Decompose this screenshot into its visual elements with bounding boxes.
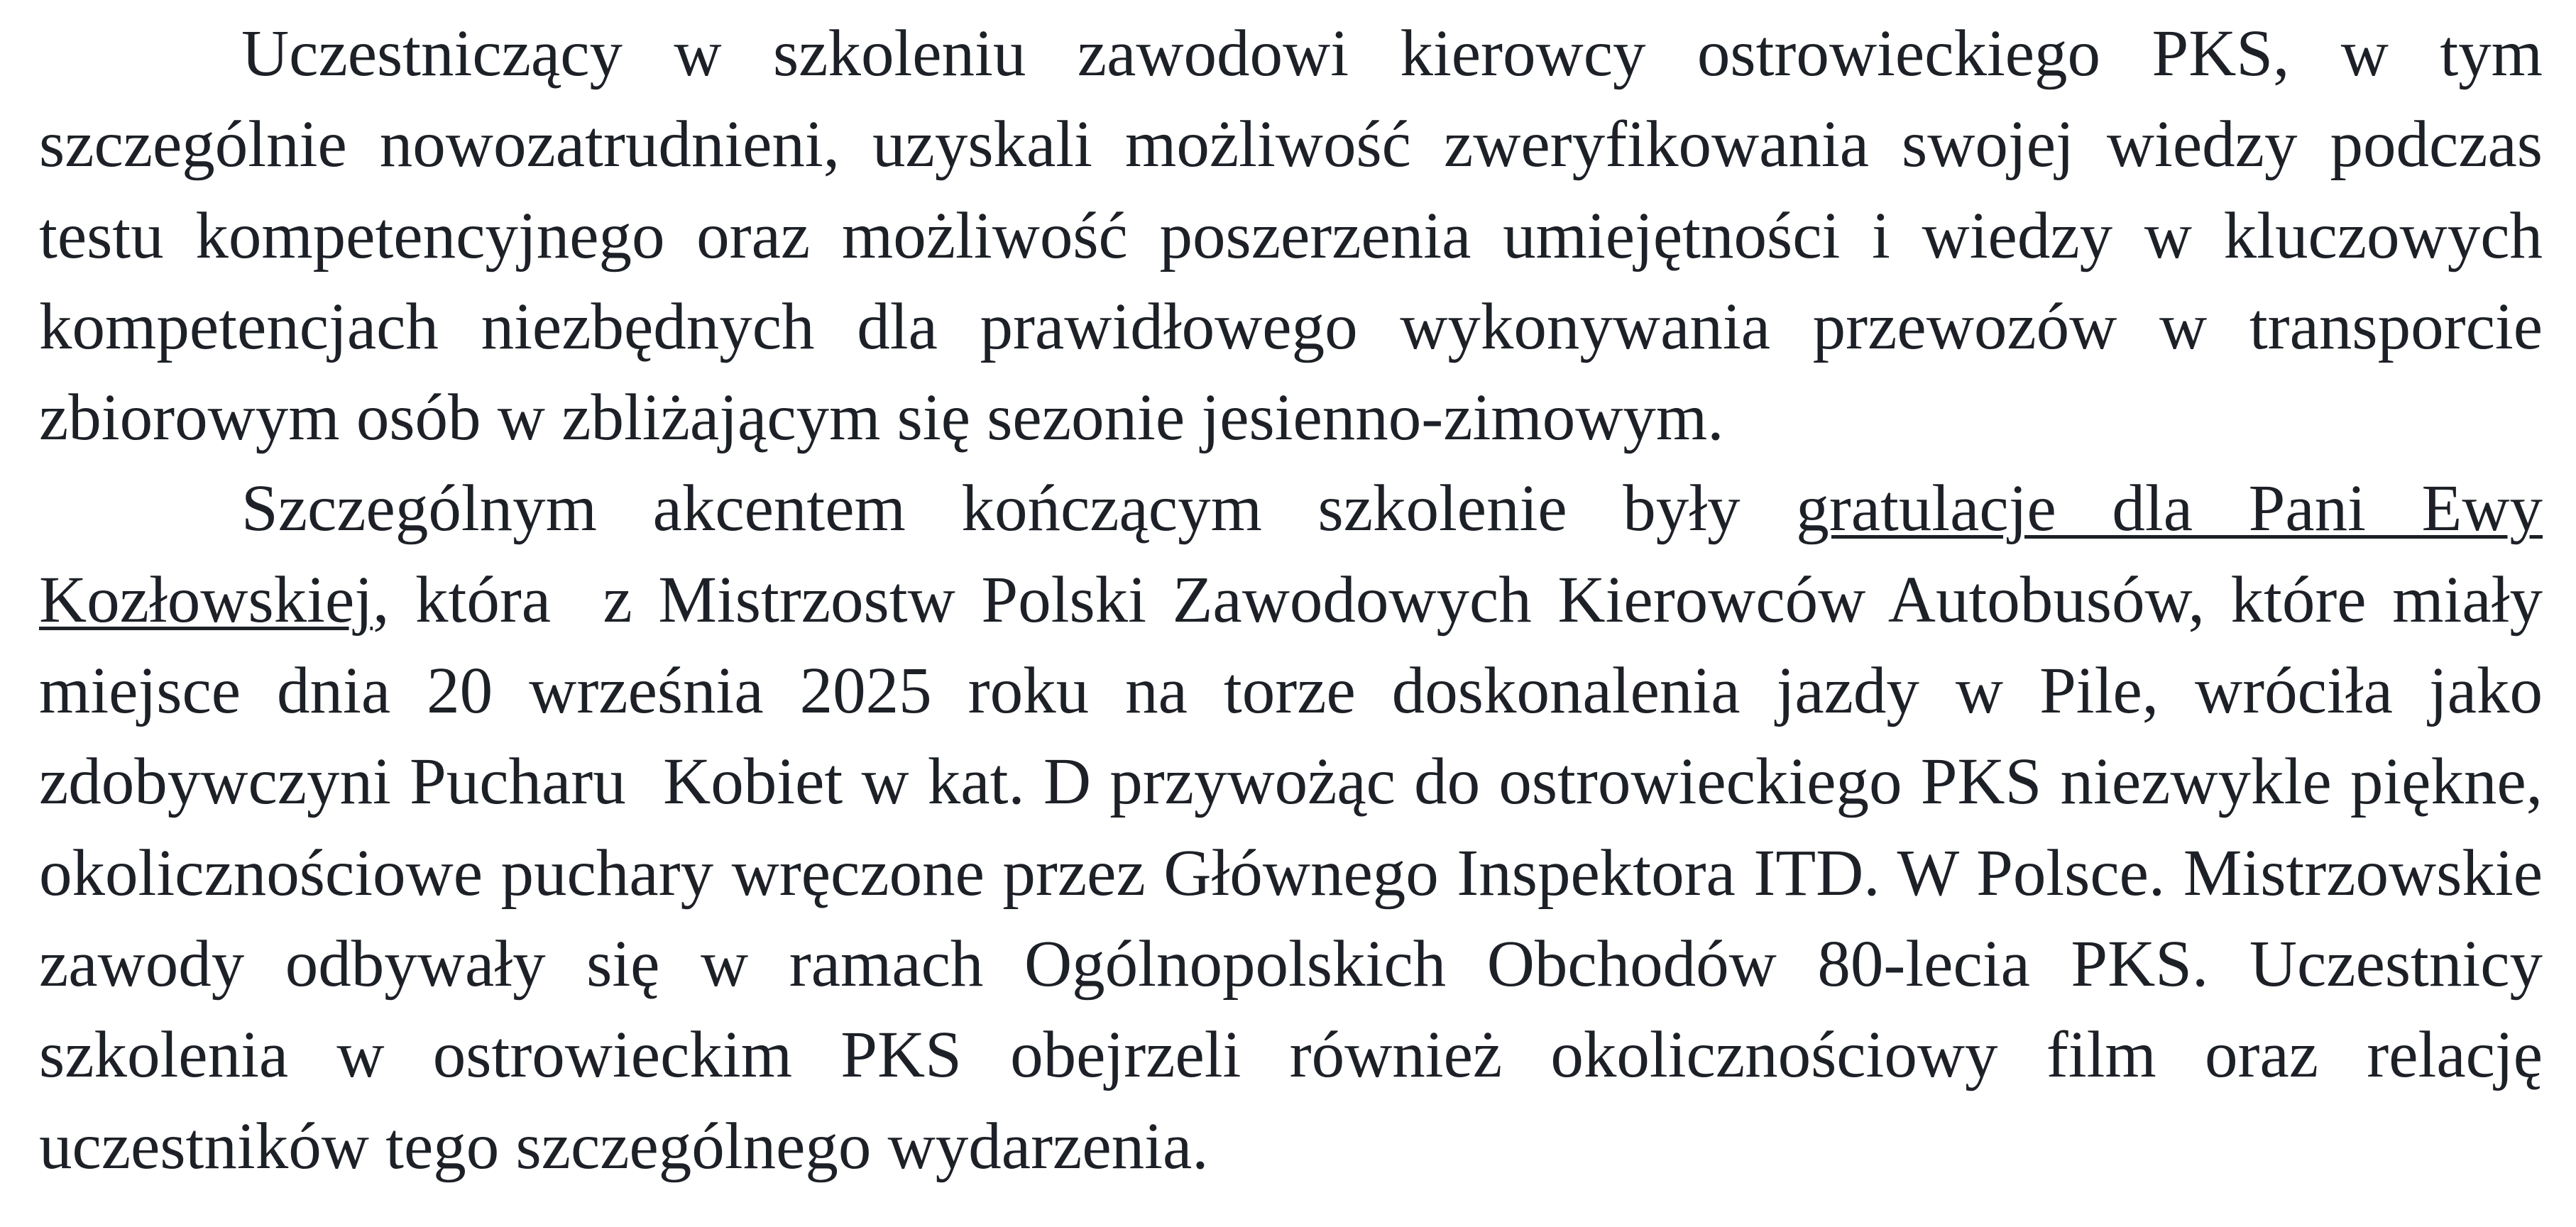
- underlined-text: Kozłowskiej: [39, 563, 373, 637]
- text-line: zawody odbywały się w ramach Ogólnopolskich Obchodów 80-lecia PKS. Uczestnicy: [39, 927, 2543, 1001]
- underlined-text: gratulacje dla Pani Ewy: [1796, 472, 2543, 546]
- text-line: miejsce dnia 20 września 2025 roku na torze doskonalenia jazdy w Pile, wróciła jako: [39, 654, 2543, 728]
- plain-text: Szczególnym akcentem kończącym szkolenie były: [241, 472, 1797, 546]
- plain-text: , która z Mistrzostw Polski Zawodowych Kierowców Autobusów, które miały: [373, 563, 2543, 637]
- text-line: szkolenia w ostrowieckim PKS obejrzeli również okolicznościowy film oraz relację: [39, 1018, 2543, 1092]
- text-line: Uczestniczący w szkoleniu zawodowi kierowcy ostrowieckiego PKS, w tym: [241, 17, 2543, 90]
- text-line: zbiorowym osób w zbliżającym się sezonie jesienno-zimowym.: [39, 381, 1724, 455]
- text-line: [39, 555, 2543, 646]
- text-line: kompetencjach niezbędnych dla prawidłowego wykonywania przewozów w transporcie: [39, 290, 2543, 363]
- text-line: szczególnie nowozatrudnieni, uzyskali możliwość zweryfikowania swojej wiedzy podczas: [39, 108, 2543, 182]
- paragraph-1: [39, 9, 2543, 463]
- text-line: uczestników tego szczególnego wydarzenia.: [39, 1109, 1209, 1183]
- text-line: testu kompetencyjnego oraz możliwość poszerzenia umiejętności i wiedzy w kluczowych: [39, 199, 2543, 273]
- text-line: [39, 463, 2543, 554]
- paragraph-2: [39, 463, 2543, 1192]
- text-line: zdobywczyni Pucharu Kobiet w kat. D przywożąc do ostrowieckiego PKS niezwykle piękne,: [39, 745, 2543, 819]
- text-line: okolicznościowe puchary wręczone przez Głównego Inspektora ITD. W Polsce. Mistrzowskie: [39, 836, 2543, 910]
